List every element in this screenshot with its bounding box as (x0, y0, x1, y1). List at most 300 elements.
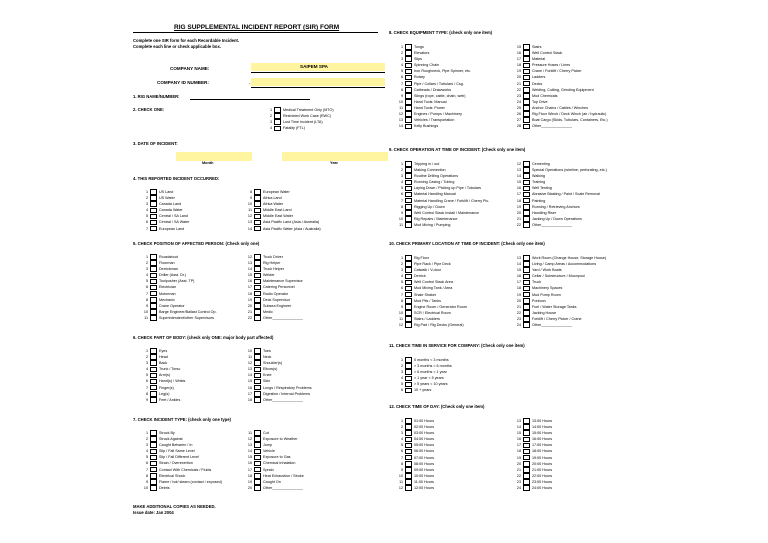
checkbox[interactable] (405, 382, 412, 388)
checkbox[interactable] (150, 473, 157, 479)
date-label: 3. DATE OF INCIDENT: (133, 141, 178, 146)
checkbox[interactable] (150, 442, 157, 448)
q5-right-list (244, 254, 374, 321)
checkbox[interactable] (523, 167, 530, 173)
item-label: Arm(s) (159, 373, 171, 378)
item-number: 17 (247, 285, 252, 290)
item-number: 12 (398, 323, 403, 328)
checkbox[interactable] (523, 105, 530, 111)
item-label: Strain / Overexertion (159, 461, 193, 466)
item-label: Roustabout (159, 255, 178, 259)
item-number: 6 (145, 461, 148, 466)
checkbox[interactable] (405, 261, 412, 267)
item-number: 21 (516, 216, 521, 221)
checkbox[interactable] (523, 204, 530, 210)
checkbox[interactable] (254, 430, 261, 436)
checkbox[interactable] (150, 360, 157, 366)
item-label: Canada Land (159, 202, 182, 207)
checkbox[interactable] (405, 286, 412, 292)
item-label: Slips (414, 57, 422, 62)
item-label: Material (532, 57, 546, 62)
item-number: 9 (249, 196, 252, 201)
checkbox[interactable] (254, 455, 261, 461)
checkbox[interactable] (523, 124, 530, 130)
checkbox[interactable] (523, 437, 530, 443)
checkbox[interactable] (150, 189, 157, 195)
checkbox-row (395, 322, 515, 328)
checkbox[interactable] (523, 255, 530, 261)
item-number: 5 (400, 443, 403, 448)
checkbox[interactable] (254, 189, 261, 195)
item-number: 14 (516, 425, 521, 430)
checkbox[interactable] (150, 397, 157, 403)
checkbox[interactable] (254, 201, 261, 207)
item-label: Exposure to Gas (263, 455, 291, 460)
item-number: 4 (400, 180, 403, 185)
item-label: Rig Floor Winch / Deck Winch (air / hydraulic) (532, 112, 607, 117)
checkbox[interactable] (274, 113, 281, 119)
checkbox[interactable] (405, 167, 412, 173)
company-name-value: SAIPEM SPA (300, 64, 328, 69)
checkbox[interactable] (405, 173, 412, 179)
item-label: Caught On (263, 479, 281, 484)
checkbox[interactable] (523, 461, 530, 467)
checkbox[interactable] (523, 75, 530, 81)
item-number: 11 (399, 222, 403, 227)
item-number: 19 (247, 479, 252, 484)
item-label: Top Drive (532, 99, 548, 104)
checkbox[interactable] (523, 44, 530, 50)
checkbox[interactable] (523, 111, 530, 117)
checkbox[interactable] (274, 126, 281, 132)
item-label: Rig Helper (263, 261, 281, 266)
checkbox[interactable] (254, 266, 261, 272)
item-number: 15 (516, 180, 521, 185)
checkbox[interactable] (523, 430, 530, 436)
checkbox[interactable] (523, 280, 530, 286)
checkbox[interactable] (254, 214, 261, 220)
checkbox[interactable] (523, 216, 530, 222)
checkbox[interactable] (405, 216, 412, 222)
checkbox[interactable] (405, 369, 412, 375)
checkbox[interactable] (523, 322, 530, 328)
item-number: 1 (400, 162, 403, 166)
item-label: Rotary (414, 75, 425, 80)
item-label: Handling Riser (532, 210, 557, 215)
item-label: 06:00 Hours (414, 449, 435, 454)
checkbox[interactable] (523, 192, 530, 198)
checkbox[interactable] (254, 195, 261, 201)
item-number: 16 (516, 186, 521, 191)
checkbox[interactable] (405, 449, 412, 455)
checkbox[interactable] (405, 322, 412, 328)
checkbox[interactable] (405, 461, 412, 467)
checkbox[interactable] (405, 292, 412, 298)
checkbox[interactable] (523, 93, 530, 99)
item-label: Well Control Stack Area (414, 280, 453, 285)
checkbox[interactable] (254, 226, 261, 232)
checkbox[interactable] (254, 379, 261, 385)
checkbox[interactable] (523, 63, 530, 69)
checkbox[interactable] (254, 485, 261, 491)
item-number: 2 (145, 196, 148, 201)
checkbox[interactable] (254, 360, 261, 366)
checkbox[interactable] (254, 473, 261, 479)
item-label: European Land (159, 226, 185, 231)
checkbox[interactable] (150, 285, 157, 291)
checkbox[interactable] (254, 297, 261, 303)
checkbox[interactable] (254, 479, 261, 485)
item-number: 19 (516, 204, 521, 209)
item-number: 13 (247, 261, 252, 266)
checkbox[interactable] (150, 201, 157, 207)
checkbox[interactable] (254, 208, 261, 214)
checkbox[interactable] (405, 75, 412, 81)
item-number: 9 (145, 479, 148, 484)
checkbox[interactable] (405, 479, 412, 485)
item-label: Head (159, 355, 168, 360)
checkbox[interactable] (405, 50, 412, 56)
item-number: 7 (400, 81, 403, 86)
checkbox[interactable] (150, 461, 157, 467)
checkbox[interactable] (523, 99, 530, 105)
checkbox[interactable] (254, 285, 261, 291)
item-number: 21 (516, 81, 521, 86)
item-label: Rig Repairs / Maintenance (414, 216, 458, 221)
item-number: 1 (400, 256, 403, 260)
item-label: Asia Pacific Land (Asia / Australia) (263, 220, 320, 225)
item-label: Slip / Fall Different Level (159, 455, 199, 460)
item-label: Motorman (159, 291, 176, 296)
checkbox[interactable] (405, 124, 412, 130)
checkbox[interactable] (254, 279, 261, 285)
item-number: 20 (516, 210, 521, 215)
checkbox[interactable] (405, 298, 412, 304)
checkbox[interactable] (405, 87, 412, 93)
item-label: Decks (532, 81, 543, 86)
checkbox[interactable] (150, 291, 157, 297)
checkbox[interactable] (254, 385, 261, 391)
checkbox[interactable] (254, 461, 261, 467)
checkbox[interactable] (523, 186, 530, 192)
item-label: Mud Mixing / Pumping (414, 222, 451, 227)
checkbox[interactable] (254, 354, 261, 360)
checkbox[interactable] (405, 274, 412, 280)
item-number: 8 (145, 473, 148, 478)
q8-right-list (513, 44, 663, 129)
checkbox[interactable] (150, 309, 157, 315)
checkbox[interactable] (405, 222, 412, 228)
checkbox[interactable] (405, 255, 412, 261)
item-label: European Water (263, 190, 290, 194)
checkbox[interactable] (274, 107, 281, 113)
checkbox[interactable] (254, 348, 261, 354)
checkbox[interactable] (405, 99, 412, 105)
item-label: Eyes (159, 349, 168, 353)
item-label: 11:00 Hours (414, 479, 434, 484)
item-label: Walking (532, 174, 545, 179)
checkbox[interactable] (150, 391, 157, 397)
item-number: 2 (400, 425, 403, 430)
checkbox[interactable] (254, 367, 261, 373)
item-number: 14 (398, 124, 403, 129)
item-number: 3 (400, 370, 403, 375)
checkbox[interactable] (523, 161, 530, 167)
checkbox[interactable] (405, 430, 412, 436)
item-number: 23 (516, 316, 521, 321)
checkbox[interactable] (405, 363, 412, 369)
checkbox[interactable] (405, 443, 412, 449)
item-number: 13 (398, 118, 403, 123)
item-number: 9 (145, 397, 148, 402)
checkbox[interactable] (523, 316, 530, 322)
item-label: Catering Personnel (263, 285, 295, 290)
q7-left-list (140, 430, 250, 491)
q9-left-list (395, 161, 515, 228)
checkbox[interactable] (523, 443, 530, 449)
item-label: 10:00 Hours (414, 473, 435, 478)
item-number: 16 (516, 274, 521, 279)
checkbox[interactable] (150, 297, 157, 303)
item-label: 03:00 Hours (414, 431, 435, 436)
checkbox[interactable] (150, 385, 157, 391)
checkbox[interactable] (405, 388, 412, 394)
intro-line-2: Complete each line or check applicable box. (133, 44, 221, 49)
item-number: 12 (247, 214, 252, 219)
rig-name-field[interactable] (190, 99, 310, 100)
checkbox[interactable] (150, 303, 157, 309)
checkbox[interactable] (523, 274, 530, 280)
q5-left-list (140, 254, 250, 321)
company-id-label: COMPANY ID NUMBER: (157, 80, 209, 85)
checkbox[interactable] (405, 316, 412, 322)
checkbox[interactable] (523, 267, 530, 273)
checkbox[interactable] (405, 69, 412, 75)
checkbox[interactable] (254, 273, 261, 279)
checkbox[interactable] (254, 449, 261, 455)
checkbox[interactable] (274, 119, 281, 125)
checkbox[interactable] (150, 254, 157, 260)
item-label: Running Casing / Tubing (414, 180, 455, 185)
checkbox[interactable] (405, 473, 412, 479)
item-label: Truck Helper (263, 267, 284, 272)
q12-left-list (395, 418, 515, 491)
checkbox[interactable] (150, 479, 157, 485)
checkbox[interactable] (523, 473, 530, 479)
checkbox[interactable] (150, 195, 157, 201)
item-label: Debris (159, 485, 170, 490)
checkbox[interactable] (523, 479, 530, 485)
item-label: US Water (159, 196, 175, 201)
checkbox[interactable] (254, 291, 261, 297)
checkbox[interactable] (405, 81, 412, 87)
checkbox[interactable] (150, 436, 157, 442)
checkbox[interactable] (523, 210, 530, 216)
checkbox[interactable] (254, 442, 261, 448)
company-name-underline (251, 72, 385, 73)
checkbox[interactable] (405, 455, 412, 461)
item-label: 15:00 Hours (532, 431, 553, 436)
item-number: 18 (247, 397, 252, 402)
checkbox[interactable] (523, 455, 530, 461)
checkbox[interactable] (405, 186, 412, 192)
item-number: 16 (247, 461, 252, 466)
checkbox[interactable] (523, 286, 530, 292)
checkbox[interactable] (150, 260, 157, 266)
checkbox[interactable] (523, 117, 530, 123)
checkbox[interactable] (405, 485, 412, 491)
checkbox[interactable] (150, 467, 157, 473)
item-number: 11 (144, 315, 148, 320)
checkbox[interactable] (405, 418, 412, 424)
item-number: 5 (145, 373, 148, 378)
checkbox[interactable] (150, 266, 157, 272)
checkbox[interactable] (405, 117, 412, 123)
item-number: 20 (247, 303, 252, 308)
item-number: 3 (400, 268, 403, 273)
checkbox[interactable] (150, 214, 157, 220)
item-label: 17:00 Hours (532, 443, 553, 448)
month-field[interactable] (176, 152, 252, 161)
checkbox[interactable] (523, 310, 530, 316)
checkbox[interactable] (254, 467, 261, 473)
checkbox[interactable] (405, 357, 412, 363)
item-label: 07:00 Hours (414, 455, 435, 460)
checkbox[interactable] (150, 226, 157, 232)
checkbox[interactable] (523, 304, 530, 310)
checkbox[interactable] (254, 254, 261, 260)
checkbox[interactable] (150, 279, 157, 285)
checkbox[interactable] (405, 56, 412, 62)
checkbox[interactable] (405, 204, 412, 210)
item-label: Welder (263, 273, 275, 278)
checkbox[interactable] (254, 260, 261, 266)
checkbox[interactable] (523, 418, 530, 424)
checkbox[interactable] (523, 467, 530, 473)
checkbox[interactable] (150, 367, 157, 373)
checkbox[interactable] (254, 391, 261, 397)
checkbox[interactable] (405, 63, 412, 69)
item-number: 7 (145, 467, 148, 472)
item-label: Making Connection (414, 168, 446, 173)
checkbox[interactable] (405, 376, 412, 382)
item-number: 5 (400, 280, 403, 285)
checkbox[interactable] (523, 424, 530, 430)
item-label: Truck (532, 280, 542, 285)
checkbox[interactable] (405, 424, 412, 430)
checkbox[interactable] (254, 220, 261, 226)
checkbox[interactable] (405, 210, 412, 216)
checkbox[interactable] (254, 397, 261, 403)
checkbox[interactable] (405, 467, 412, 473)
checkbox[interactable] (523, 198, 530, 204)
checkbox[interactable] (254, 315, 261, 321)
checkbox[interactable] (405, 310, 412, 316)
checkbox[interactable] (405, 180, 412, 186)
checkbox[interactable] (405, 93, 412, 99)
checkbox[interactable] (150, 220, 157, 226)
checkbox[interactable] (405, 105, 412, 111)
checkbox[interactable] (150, 315, 157, 321)
item-label: Trunk / Torso (159, 367, 181, 372)
checkbox[interactable] (523, 180, 530, 186)
checkbox[interactable] (150, 379, 157, 385)
checkbox[interactable] (150, 354, 157, 360)
checkbox[interactable] (523, 69, 530, 75)
company-id-field[interactable] (251, 78, 385, 86)
item-number: 18 (516, 449, 521, 454)
item-label: Shale Shaker (414, 292, 437, 297)
item-label: Mud Pump Room (532, 292, 561, 297)
checkbox[interactable] (523, 50, 530, 56)
item-label: Middle East Land (263, 208, 292, 213)
item-number: 4 (269, 126, 272, 131)
checkbox-row (395, 485, 515, 491)
item-number: 2 (145, 261, 148, 266)
checkbox[interactable] (405, 437, 412, 443)
year-field[interactable] (282, 152, 388, 161)
item-number: 21 (247, 309, 252, 314)
item-label: Well Control Stack Install / Maintenance (414, 210, 480, 215)
item-label: Derrick (414, 274, 426, 279)
checkbox[interactable] (523, 56, 530, 62)
checkbox[interactable] (405, 192, 412, 198)
item-number: 27 (516, 118, 521, 123)
item-number: 10 (398, 216, 403, 221)
checkbox-row (244, 226, 374, 232)
checkbox[interactable] (150, 449, 157, 455)
checkbox[interactable] (254, 373, 261, 379)
checkbox[interactable] (523, 173, 530, 179)
item-number: 24 (516, 99, 521, 104)
checkbox[interactable] (523, 87, 530, 93)
checkbox[interactable] (405, 198, 412, 204)
item-label: Other_______________ (532, 222, 572, 227)
item-label: Mechanic (159, 297, 175, 302)
item-label: Jump (263, 443, 273, 448)
checkbox[interactable] (523, 81, 530, 87)
checkbox[interactable] (150, 430, 157, 436)
checkbox[interactable] (523, 449, 530, 455)
item-label: Rigging Up / Down (414, 204, 445, 209)
checkbox[interactable] (150, 208, 157, 214)
checkbox[interactable] (405, 111, 412, 117)
checkbox[interactable] (150, 455, 157, 461)
checkbox[interactable] (405, 280, 412, 286)
item-number: 15 (247, 379, 252, 384)
checkbox[interactable] (405, 44, 412, 50)
checkbox[interactable] (523, 222, 530, 228)
item-label: Kelly Bushings (414, 124, 439, 129)
checkbox[interactable] (405, 161, 412, 167)
checkbox[interactable] (254, 309, 261, 315)
checkbox[interactable] (150, 373, 157, 379)
checkbox[interactable] (523, 292, 530, 298)
checkbox[interactable] (150, 485, 157, 491)
checkbox[interactable] (150, 348, 157, 354)
checkbox[interactable] (405, 267, 412, 273)
checkbox[interactable] (523, 261, 530, 267)
checkbox[interactable] (254, 303, 261, 309)
checkbox[interactable] (405, 304, 412, 310)
checkbox[interactable] (523, 485, 530, 491)
checkbox[interactable] (150, 273, 157, 279)
q10-right-list (513, 255, 663, 328)
q7-heading: 7. CHECK INCIDENT TYPE: (check only one type) (133, 417, 231, 422)
item-number: 17 (516, 280, 521, 285)
checkbox[interactable] (523, 298, 530, 304)
checkbox[interactable] (254, 436, 261, 442)
